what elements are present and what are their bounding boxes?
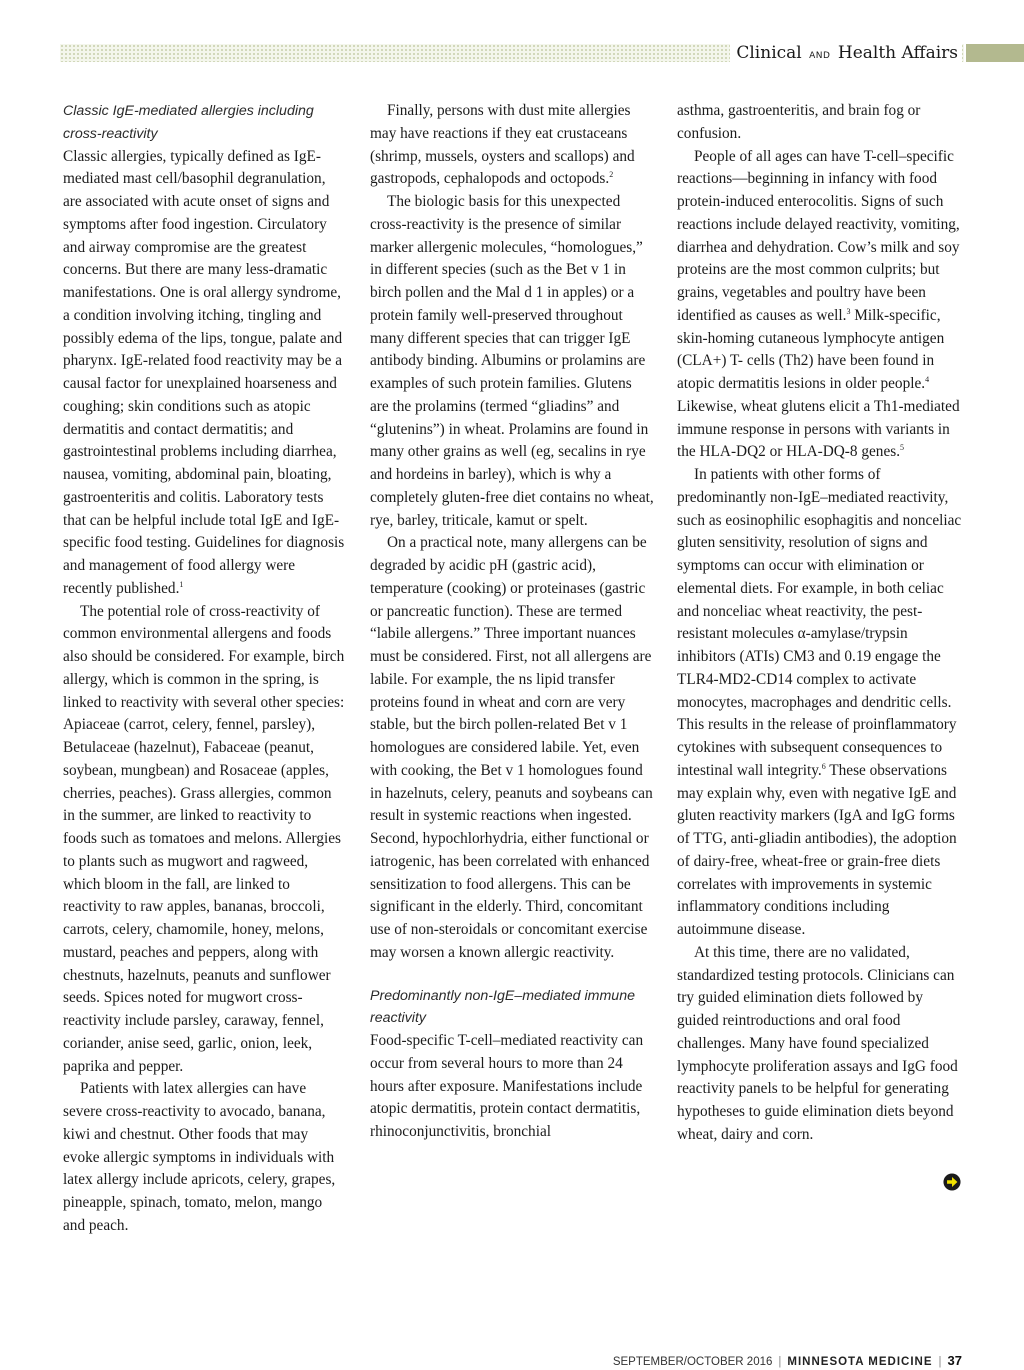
paragraph bbox=[63, 1078, 345, 1237]
paragraph-text: In patients with other forms of predominantly non-IgE–mediated reactivity, such as eosinophilic esophagitis and nonceliac gluten sensitivity, resolution of signs and symptoms can occur with elimination or elemental diets. For example, in both celiac and nonceliac wheat reactivity, the pest-resistant molecules α-amylase/trypsin inhibitors (ATIs) CM3 and 0.19 engage the TLR4-MD2-CD14 complex to activate monocytes, macrophages and dendritic cells. This results in the release of proinflammatory cytokines with subsequent consequences to intestinal wall integrity. bbox=[677, 466, 962, 779]
citation-ref: 5 bbox=[900, 443, 905, 453]
paragraph bbox=[63, 146, 345, 601]
paragraph-text: People of all ages can have T-cell–specific reactions—beginning in infancy with food protein-induced enterocolitis. Signs of such reactions include delayed reactivity, vomiting, diarrhea and dehydration. Cow’s milk and soy proteins are the most common culprits; but grains, vegetables and poultry have been identified as causes as well. bbox=[677, 147, 960, 324]
citation-ref: 1 bbox=[179, 579, 184, 589]
paragraph bbox=[63, 601, 345, 1079]
header-color-tab bbox=[966, 44, 1024, 62]
paragraph bbox=[677, 100, 963, 146]
citation-ref: 6 bbox=[821, 761, 826, 771]
paragraph bbox=[370, 100, 654, 191]
journal-name: MINNESOTA MEDICINE bbox=[787, 1356, 933, 1368]
issue-date: SEPTEMBER/OCTOBER 2016 bbox=[612, 1356, 773, 1368]
right-arrow-icon bbox=[943, 1173, 961, 1191]
paragraph bbox=[370, 1030, 654, 1144]
section-heading bbox=[63, 100, 345, 146]
paragraph-text: Finally, persons with dust mite allergies may have reactions if they eat crustaceans (shrimp, mussels, oysters and scallops) and gastropods, cephalopods and octopods. bbox=[370, 102, 635, 188]
paragraph-text: Predominantly non-IgE–mediated immune reactivity bbox=[370, 987, 635, 1027]
paragraph-text: The biologic basis for this unexpected cross-reactivity is the presence of similar marker allergenic molecules, “homologues,” in different species (such as the Bet v 1 in birch pollen and the Mal d 1 in apples) or a protein family well-preserved throughout many different species that can trigger IgE antibody binding. Albumins or prolamins are examples of such protein families. Glutens are the prolamins (termed “gliadins” and “glutenins”) in wheat. Prolamins are found in many other grains as well (eg, secalins in rye and hordeins in barley), which is why a completely gluten-free diet contains no wheat, rye, barley, triticale, kamut or spelt. bbox=[370, 193, 654, 529]
citation-ref: 3 bbox=[846, 306, 851, 316]
paragraph-text: At this time, there are no validated, standardized testing protocols. Clinicians can try guided elimination diets followed by guided reintroductions and oral food challenges. Many have found specialized lymphocyte proliferation assays and IgG food reactivity panels to be helpful for generating hypotheses to guide elimination diets beyond wheat, dairy and corn. bbox=[677, 943, 958, 1143]
article-column-1 bbox=[63, 100, 345, 1238]
section-heading bbox=[370, 985, 654, 1031]
paragraph-text: Milk-specific, skin-homing cutaneous lymphocyte antigen (CLA+) T- cells (Th2) have been found in atopic dermatitis lesions in older people. bbox=[677, 306, 945, 392]
article-column-2 bbox=[370, 100, 654, 1144]
paragraph bbox=[370, 191, 654, 532]
paragraph bbox=[677, 146, 963, 465]
paragraph bbox=[677, 942, 963, 1147]
paragraph bbox=[677, 464, 963, 942]
paragraph-text: Classic allergies, typically defined as IgE-mediated mast cell/basophil degranulation, are associated with acute onset of signs and symptoms after food ingestion. Circulatory and airway compromise are the greatest concerns. But there are many less-dramatic manifestations. One is oral allergy syndrome, a condition involving itching, tingling and possibly edema of the lips, tongue, palate and pharynx. IgE-related food reactivity may be a causal factor for unexplained hoarseness and coughing; skin conditions such as atopic dermatitis and contact dermatitis; and gastrointestinal problems including diarrhea, nausea, vomiting, abdominal pain, bloating, gastroenteritis and colitis. Laboratory tests that can be helpful include total IgE and IgE-specific food testing. Guidelines for diagnosis and management of food allergy were recently published. bbox=[63, 147, 345, 597]
page-footer: SEPTEMBER/OCTOBER 2016 | MINNESOTA MEDICINE | 37 bbox=[612, 1353, 962, 1368]
paragraph-text: asthma, gastroenteritis, and brain fog or confusion. bbox=[677, 102, 921, 142]
section-title-part: Health Affairs bbox=[837, 43, 958, 63]
section-title-and: AND bbox=[809, 51, 831, 61]
paragraph-text: Likewise, wheat glutens elicit a Th1-mediated immune response in persons with variants in the HLA-DQ2 or HLA-DQ-8 genes. bbox=[677, 397, 960, 461]
citation-ref: 2 bbox=[609, 170, 614, 180]
page-number: 37 bbox=[947, 1353, 962, 1368]
paragraph-text: These observations may explain why, even with negative IgE and gluten reactivity markers (IgA and IgG forms of TTG, anti-gliadin antibodies), the adoption of dairy-free, wheat-free or grain-free diets correlates with improvements in systemic inflammatory conditions including autoimmune disease. bbox=[677, 761, 957, 938]
section-title-part: Clinical bbox=[736, 43, 802, 63]
paragraph-text: Food-specific T-cell–mediated reactivity can occur from several hours to more than 24 hours after exposure. Manifestations include atopic dermatitis, protein contact dermatitis, rhinoconjunctivitis, bronchial bbox=[370, 1032, 644, 1140]
section-title bbox=[730, 41, 962, 68]
citation-ref: 4 bbox=[925, 375, 930, 384]
paragraph bbox=[370, 532, 654, 964]
paragraph-text: The potential role of cross-reactivity of common environmental allergens and foods also should be considered. For example, birch allergy, which is common in the spring, is linked to reactivity with several other species: Apiaceae (carrot, celery, fennel, parsley), Betulaceae (hazelnut), Fabaceae (peanut, soybean, mungbean) and Rosaceae (apples, cherries, peaches). Grass allergies, common in the summer, are linked to reactivity to foods such as tomatoes and melons. Allergies to plants such as mugwort and ragweed, which bloom in the fall, are linked to reactivity to raw apples, bananas, broccoli, carrots, celery, chamomile, honey, melons, mustard, peaches and peppers, along with chestnuts, hazelnuts, peanuts and sunflower seeds. Spices noted for mugwort cross-reactivity include parsley, caraway, fennel, coriander, anise seed, garlic, onion, leek, paprika and pepper. bbox=[63, 602, 345, 1075]
paragraph-text: On a practical note, many allergens can be degraded by acidic pH (gastric acid), temperature (cooking) or proteinases (gastric or pancreatic function). These are termed “labile allergens.” Three important nuances must be considered. First, not all allergens are labile. For example, the ns lipid transfer proteins found in wheat and corn are very stable, but the birch pollen-related Bet v 1 homologues are considered labile. Yet, even with cooking, the Bet v 1 homologues found in hazelnuts, celery, peanuts and soybeans can result in systemic reactions when ingested. Second, hypochlorhydria, either functional or iatrogenic, has been correlated with enhanced sensitization to food allergens. This can be significant in the elderly. Third, concomitant use of non-steroidals or concomitant exercise may worsen a known allergic reactivity. bbox=[370, 534, 653, 961]
paragraph-text: Classic IgE-mediated allergies including cross-reactivity bbox=[63, 103, 314, 142]
article-column-3 bbox=[677, 100, 963, 1147]
paragraph-text: Patients with latex allergies can have severe cross-reactivity to avocado, banana, kiwi and chestnut. Other foods that may evoke allergic symptoms in individuals with latex allergy include apricots, celery, grapes, pineapple, spinach, tomato, melon, mango and peach. bbox=[63, 1080, 336, 1234]
